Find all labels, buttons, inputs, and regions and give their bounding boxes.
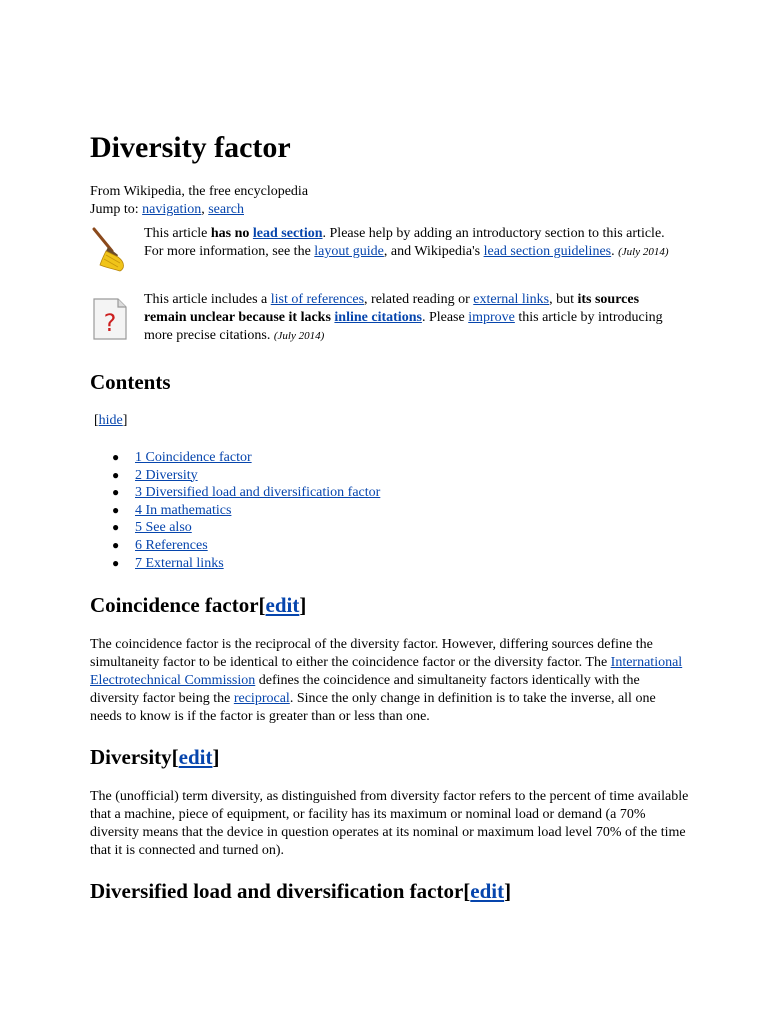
toc-link-in-mathematics[interactable]: 4 In mathematics [135,502,232,518]
jump-separator: , [201,202,209,217]
toc-link-diversity[interactable]: 2 Diversity [135,467,198,483]
toc-item [90,502,380,520]
paragraph-text: defines the coincidence and simultaneity factors identically with the diversity factor being the [90,673,640,706]
jump-prefix: Jump to: [90,202,143,217]
toc-item [90,519,380,537]
notice-text: This article includes a [144,292,271,307]
bracket: ] [212,745,220,769]
notice-bold: has no [210,226,253,241]
notice-date: (July 2014) [273,330,325,342]
broom-icon [90,225,130,278]
list-of-references-link[interactable]: list of references [270,292,365,307]
notice-text: , but [549,292,578,307]
coincidence-paragraph [90,636,690,726]
bullet-icon: ● [112,537,120,552]
toc-link-references[interactable]: 6 References [135,537,208,553]
page-title: Diversity factor [90,131,291,164]
section-heading-text: Coincidence factor [90,593,259,617]
paragraph-text: The coincidence factor is the reciprocal of the diversity factor. However, differing sources define the simultaneity factor to be identical to either the coincidence factor or the diversity factor. The [90,637,653,670]
notice-date: (July 2014) [618,246,669,258]
toc-item [90,449,380,467]
toc-item [90,555,380,573]
lead-section-link[interactable]: lead section [252,226,323,241]
question-page-icon [92,297,128,346]
toc-link-diversified-load[interactable]: 3 Diversified load and diversification factor [135,485,381,501]
bracket: [ [94,413,99,428]
bullet-icon: ● [112,485,120,500]
notice-text: , and Wikipedia's [383,244,484,259]
paragraph-text: The (unofficial) term diversity, as distinguished from diversity factor refers to the percent of time available that a machine, piece of equipment, or facility has its maximum or nominal load or demand (a 70% diversity means that the device in question operates at its nominal or maximum load level 70% of the time that it is connected and turned on). [90,789,689,858]
citations-notice-text [144,291,684,345]
notice-text: . [611,244,619,259]
bullet-icon: ● [112,450,120,464]
paragraph-text: . Since the only change in definition is to take the inverse, all one needs to know is if the factor is greater than or less than one. [90,691,656,724]
toc-link-see-also[interactable]: 5 See also [135,520,192,536]
jump-links [90,201,244,219]
bracket: ] [122,413,128,428]
notice-text: . Please [421,310,469,325]
reciprocal-link[interactable]: reciprocal [233,691,290,706]
toc-item [90,537,380,555]
bracket: ] [299,593,307,617]
bracket: ] [504,879,512,903]
lead-section-guidelines-link[interactable]: lead section guidelines [483,244,612,259]
notice-text: , related reading or [364,292,474,307]
contents-heading: Contents [90,370,171,394]
section-heading-diversity [90,743,219,771]
notice-text: . Please help by adding an introductory section to this article. For more information, see the [144,226,665,259]
navigation-link[interactable]: navigation [142,202,202,217]
toc-item [90,484,380,502]
notice-bold: its sources remain unclear because it lacks [144,292,640,325]
layout-guide-link[interactable]: layout guide [314,244,384,259]
iec-link[interactable]: International Electrotechnical Commission [90,655,683,688]
bullet-icon: ● [112,467,120,482]
section-heading-diversified-load [90,877,511,905]
toc-link-external-links[interactable]: 7 External links [135,555,224,571]
toc-link-coincidence-factor[interactable]: 1 Coincidence factor [135,450,252,465]
toc-item [90,467,380,485]
section-heading-coincidence-factor [90,591,306,619]
notice-text: This article [144,226,211,241]
toc-hide-link[interactable]: hide [98,413,123,428]
diversity-paragraph [90,788,690,860]
search-link[interactable]: search [208,202,244,217]
section-heading-text: Diversified load and diversification factor [90,879,464,903]
svg-text:?: ? [103,309,117,337]
edit-link[interactable]: edit [470,879,505,903]
section-heading-text: Diversity [90,745,172,769]
tagline: From Wikipedia, the free encyclopedia [90,184,309,199]
notice-text: this article by introducing more precise citations. [144,310,663,343]
table-of-contents [90,449,380,572]
improve-link[interactable]: improve [468,310,515,325]
bullet-icon: ● [112,555,120,570]
bullet-icon: ● [112,520,120,535]
external-links-link[interactable]: external links [473,292,550,307]
bracket: [ [258,593,266,617]
bracket: [ [463,879,471,903]
bullet-icon: ● [112,502,120,517]
edit-link[interactable]: edit [178,745,213,769]
no-lead-notice-text [144,225,684,261]
inline-citations-link[interactable]: inline citations [334,310,422,325]
edit-link[interactable]: edit [265,593,300,617]
bracket: [ [171,745,179,769]
toc-toggle [94,412,127,430]
